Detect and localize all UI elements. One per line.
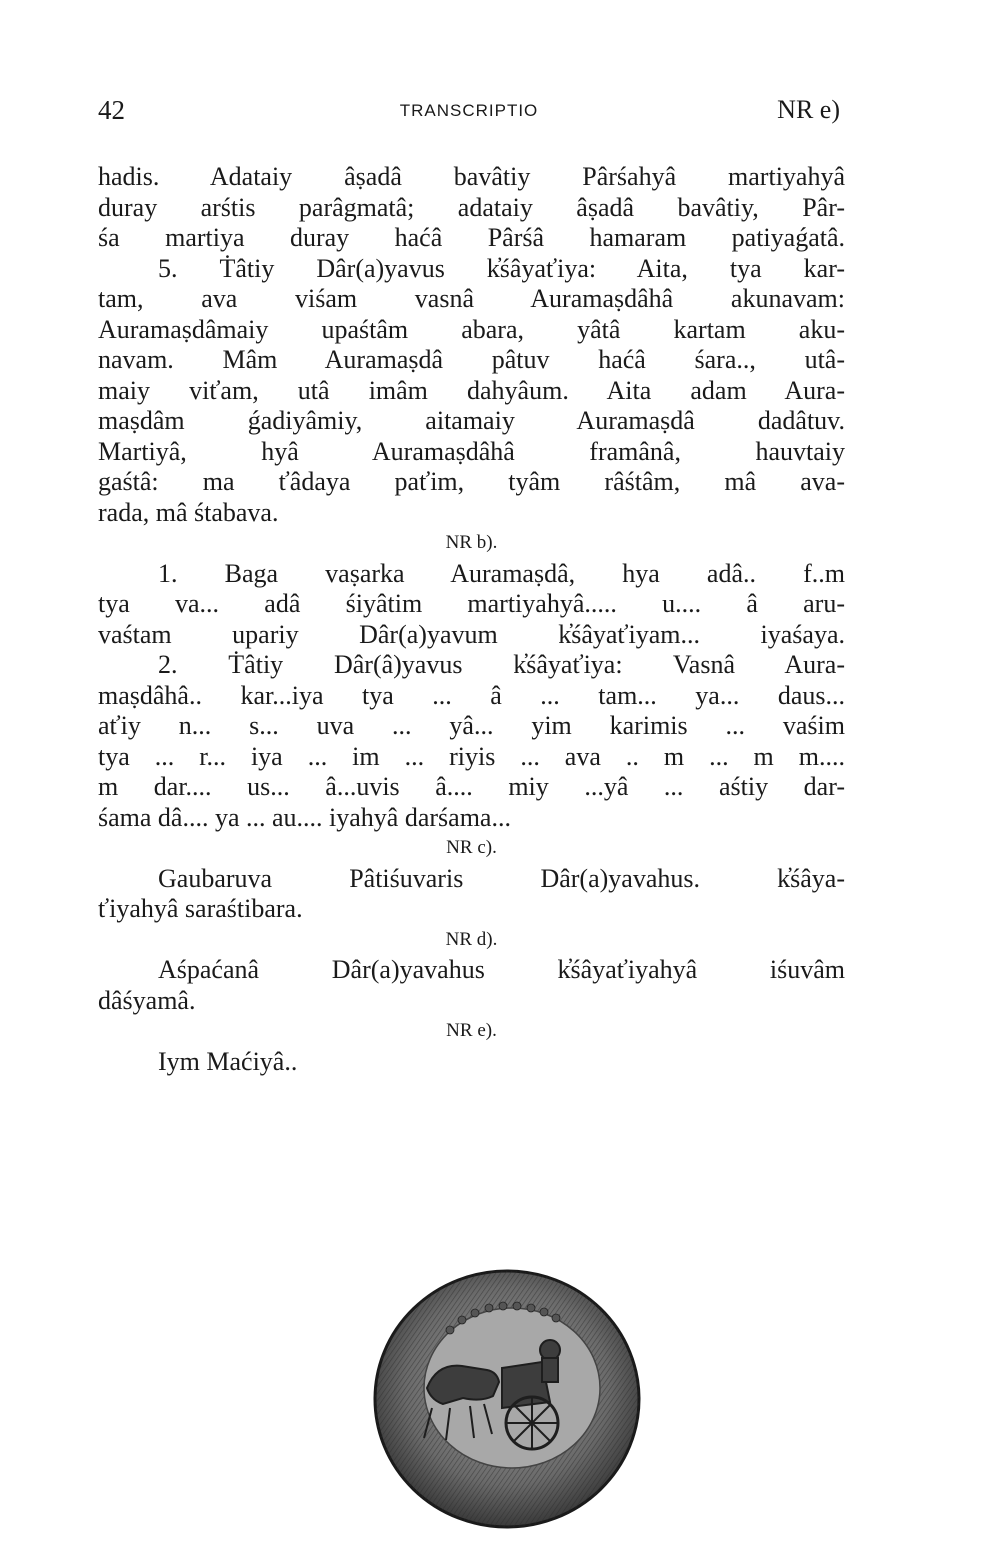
text-line: maiy viťam, utâ imâm dahyâum. Aita adam Aura-: [98, 375, 845, 405]
text-line: Auramaṣdâmaiy upaśtâm abara, yâtâ kartam aku-: [98, 314, 845, 344]
text-line: maṣdâm ǵadiyâmiy, aitamaiy Auramaṣdâ dadâtuv.: [98, 406, 845, 435]
section-heading: NR c).: [446, 837, 497, 858]
text-line: rada, mâ śtabava.: [98, 497, 279, 527]
transcription-body: [98, 162, 845, 1077]
page-number: 42: [98, 95, 125, 125]
text-line: m dar.... us... â...uvis â.... miy ...yâ ... aśtiy dar-: [98, 772, 845, 801]
text-line: śa martiya duray haćâ Pârśâ hamaram patiyaǵatâ.: [98, 223, 845, 252]
text-line: tya ... r... iya ... im ... riyis ... ava .. m ... m m....: [98, 741, 845, 771]
text-line: tam, ava viśam vasnâ Auramaṣdâhâ akunavam:: [98, 284, 845, 313]
chariot-seal-icon: [372, 1268, 642, 1530]
text-line: ťiyahyâ saraśtibara.: [98, 894, 303, 923]
section-label: NR e): [777, 95, 840, 124]
text-line: 2. Ṫâtiy Dâr(â)yavus k̓śâyaťiya: Vasnâ Aura-: [158, 650, 845, 679]
text-line: 1. Baga vaṣarka Auramaṣdâ, hya adâ.. f..m: [158, 558, 845, 588]
text-line: duray arśtis parâgmatâ; adataiy âṣadâ bavâtiy, Pâr-: [98, 192, 845, 222]
text-line: tya va... adâ śiyâtim martiyahyâ..... u.... â aru-: [98, 589, 845, 618]
text-line: Martiyâ, hyâ Auramaṣdâhâ framânâ, hauvtaiy: [98, 436, 845, 466]
text-line: hadis. Adataiy âṣadâ bavâtiy Pârśahyâ martiyahyâ: [98, 162, 845, 191]
text-line: navam. Mâm Auramaṣdâ pâtuv haćâ śara.., utâ-: [98, 345, 845, 374]
text-line: vaśtam upariy Dâr(a)yavum k̓śâyaťiyam... iyaśaya.: [98, 619, 845, 649]
text-line: aťiy n... s... uva ... yâ... yim karimis ... vaśim: [98, 711, 845, 740]
running-title: TRANSCRIPTIO: [399, 101, 539, 120]
page-header: [98, 95, 840, 135]
section-heading: NR b).: [445, 532, 498, 553]
text-line: gaśtâ: ma ťâdaya paťim, tyâm râśtâm, mâ ava-: [98, 467, 845, 496]
section-heading: NR e).: [446, 1020, 497, 1041]
text-line: maṣdâhâ.. kar...iya tya ... â ... tam... ya... daus...: [98, 680, 845, 710]
text-line: 5. Ṫâtiy Dâr(a)yavus k̓śâyaťiya: Aita, tya kar-: [158, 253, 845, 283]
text-line: Gaubaruva Pâtiśuvaris Dâr(a)yavahus. k̓śâya-: [158, 863, 845, 893]
text-line: dâśyamâ.: [98, 985, 196, 1015]
text-line: Iym Maćiyâ..: [158, 1046, 298, 1076]
text-line: śama dâ.... ya ... au.... iyahyâ darśama...: [98, 802, 511, 832]
section-heading: NR d).: [445, 928, 498, 950]
text-line: Aśpaćanâ Dâr(a)yavahus k̓śâyaťiyahyâ iśuvâm: [158, 955, 845, 984]
